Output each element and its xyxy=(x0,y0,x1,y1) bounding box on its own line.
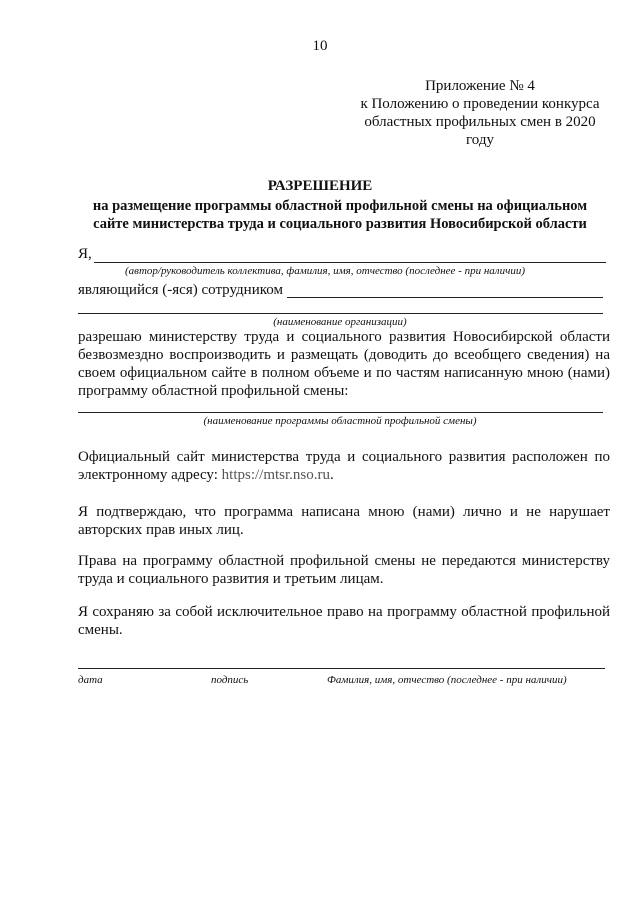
text-line xyxy=(78,466,610,484)
appendix-header xyxy=(330,77,630,149)
appendix-line: к Положению о проведении конкурса xyxy=(360,96,600,112)
text-line: Права на программу областной профильной смены не передаются министерству xyxy=(78,553,610,569)
text-line: безвозмездно воспроизводить и размещать (доводить до всеобщего сведения) на xyxy=(78,347,610,363)
permission-paragraph xyxy=(78,328,610,400)
program-name-field[interactable] xyxy=(78,412,603,413)
text-line: авторских прав иных лиц. xyxy=(78,522,244,538)
confirm-paragraph xyxy=(78,503,610,539)
appendix-line: Приложение № 4 xyxy=(425,78,535,94)
text-fragment: . xyxy=(330,467,334,483)
text-line: своем официальном сайте в полном объеме и по частям написанную мною (нами) xyxy=(78,365,610,381)
subtitle-line: на размещение программы областной профильной смены на официальном xyxy=(92,198,588,214)
site-url-link[interactable]: https://mtsr.nso.ru xyxy=(221,467,331,483)
exclusive-right-paragraph xyxy=(78,603,610,639)
document-subtitle xyxy=(70,197,610,233)
ya-label: Я, xyxy=(78,246,92,262)
text-line: Официальный сайт министерства труда и социального развития расположен по xyxy=(78,449,610,465)
author-name-field[interactable] xyxy=(94,262,606,263)
text-line: программу областной профильной смены: xyxy=(78,383,349,399)
text-line: Я сохраняю за собой исключительное право на программу областной профильной xyxy=(78,604,610,620)
appendix-line: году xyxy=(466,132,494,148)
appendix-line: областных профильных смен в 2020 xyxy=(364,114,596,130)
rights-paragraph xyxy=(78,552,610,588)
subtitle-line: сайте министерства труда и социального развития Новосибирской области xyxy=(93,216,587,232)
text-line: труда и социального развития и третьим лицам. xyxy=(78,571,384,587)
organization-field[interactable] xyxy=(78,313,603,314)
date-label: дата xyxy=(78,674,103,686)
document-title: РАЗРЕШЕНИЕ xyxy=(267,178,373,194)
text-line: Я подтверждаю, что программа написана мною (нами) лично и не нарушает xyxy=(78,504,610,520)
program-hint: (наименование программы областной профильной смены) xyxy=(203,415,477,427)
text-line: смены. xyxy=(78,622,123,638)
employee-label: являющийся (-яся) сотрудником xyxy=(78,282,283,298)
author-hint: (автор/руководитель коллектива, фамилия, имя, отчество (последнее - при наличии) xyxy=(125,265,525,277)
sign-label: подпись xyxy=(211,674,249,686)
text-line: разрешаю министерству труда и социального развития Новосибирской области xyxy=(78,329,610,345)
site-paragraph xyxy=(78,448,610,484)
employer-field[interactable] xyxy=(287,297,603,298)
page-number: 10 xyxy=(312,38,328,54)
signature-line[interactable] xyxy=(78,668,605,669)
org-hint: (наименование организации) xyxy=(273,316,407,328)
text-fragment: электронному адресу: xyxy=(78,467,222,483)
full-name-label: Фамилия, имя, отчество (последнее - при наличии) xyxy=(327,674,567,686)
